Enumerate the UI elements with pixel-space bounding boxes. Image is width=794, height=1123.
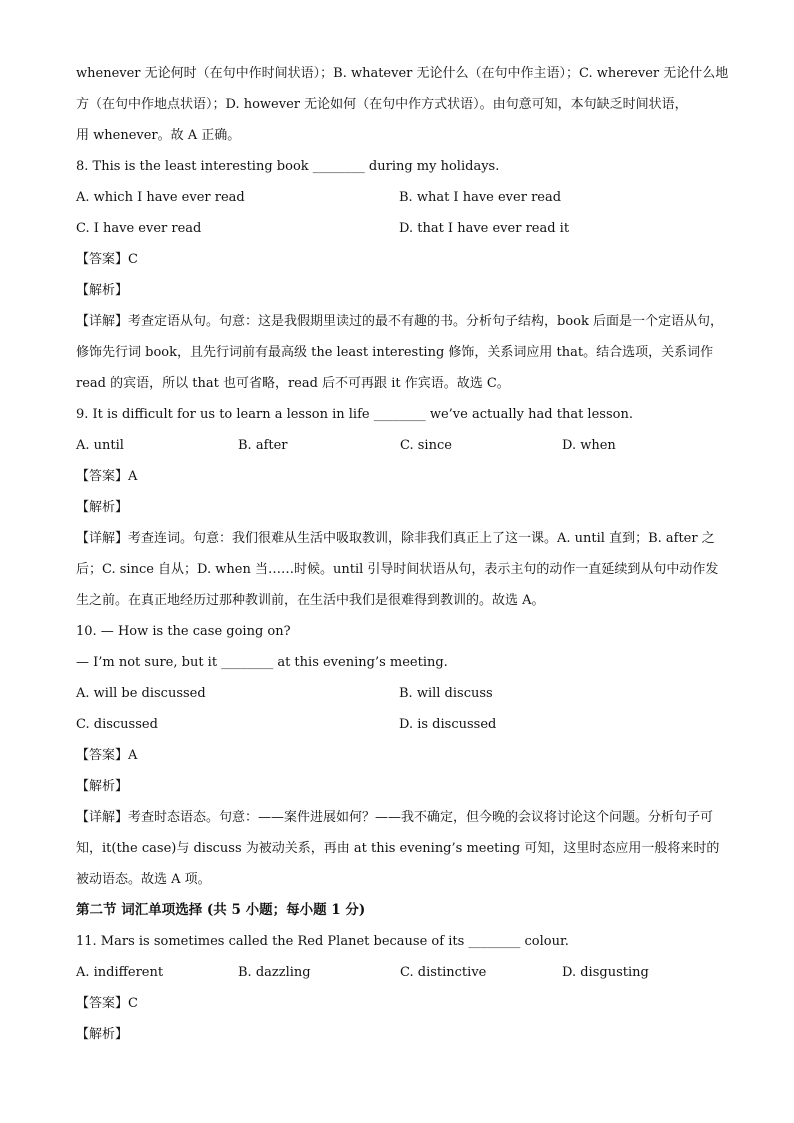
question-11-answer: 【答案】C — [76, 996, 138, 1011]
document-page — [76, 58, 729, 1050]
question-11-stem: 11. Mars is sometimes called the Red Planet because of its ________ colour. — [76, 934, 569, 949]
question-8-analysis-label: 【解析】 — [76, 283, 129, 298]
question-10-stem: 10. — How is the case going on? — [76, 624, 291, 639]
question-8-options-row-2 — [76, 213, 726, 244]
question-11-analysis-label: 【解析】 — [76, 1027, 129, 1042]
question-10-option-b: B. will discuss — [399, 686, 493, 701]
question-9-option-b: B. after — [238, 438, 288, 453]
q7-explanation-line-1: whenever 无论何时（在句中作时间状语）；B. whatever 无论什么（在句中作主语）；C. wherever 无论什么地 — [76, 66, 729, 81]
question-11-option-c: C. distinctive — [400, 965, 487, 980]
question-8-options-row-1 — [76, 182, 726, 213]
question-9-stem: 9. It is difficult for us to learn a lesson in life ________ we’ve actually had that lesson. — [76, 407, 633, 422]
q7-explanation-line-2: 方（在句中作地点状语）；D. however 无论如何（在句中作方式状语）。由句意可知，本句缺乏时间状语， — [76, 97, 688, 112]
question-10-answer: 【答案】A — [76, 748, 138, 763]
question-9-option-c: C. since — [400, 438, 452, 453]
question-10-detail: 【详解】考查时态语态。句意：——案件进展如何？——我不确定，但今晚的会议将讨论这个问题。分析句子可知，it(the case)与 discuss 为被动关系，再由 at this evening’s meeting 可知，这里时态应用一般将来时的被动语态。故选 A 项。 — [76, 810, 720, 887]
question-10-options-row-2 — [76, 709, 726, 740]
question-8-stem: 8. This is the least interesting book ________ during my holidays. — [76, 159, 500, 174]
question-10-analysis-label: 【解析】 — [76, 779, 129, 794]
question-9-analysis-label: 【解析】 — [76, 500, 129, 515]
question-8-option-b: B. what I have ever read — [399, 190, 562, 205]
question-8-option-c: C. I have ever read — [76, 221, 202, 236]
question-9-option-d: D. when — [562, 438, 616, 453]
question-8-option-a: A. which I have ever read — [76, 190, 245, 205]
question-8-answer: 【答案】C — [76, 252, 138, 267]
question-8-detail: 【详解】考查定语从句。句意：这是我假期里读过的最不有趣的书。分析句子结构，book 后面是一个定语从句，修饰先行词 book，且先行词前有最高级 the least interesting 修饰，关系词应用 that。结合选项，关系词作 read 的宾语，所以 that 也可省略，read 后不可再跟 it 作宾语。故选 C。 — [76, 314, 723, 391]
question-9-answer: 【答案】A — [76, 469, 138, 484]
q7-explanation-line-3: 用 whenever。故 A 正确。 — [76, 128, 241, 143]
question-9-detail: 【详解】考查连词。句意：我们很难从生活中吸取教训，除非我们真正上了这一课。A. until 直到；B. after 之后；C. since 自从；D. when 当……时候。until 引导时间状语从句，表示主句的动作一直延续到从句中动作发生之前。在真正地经历过那种教训前，在生活中我们是很难得到教训的。故选 A。 — [76, 531, 719, 608]
question-11-option-a: A. indifferent — [76, 965, 164, 980]
question-8-option-d: D. that I have ever read it — [399, 221, 570, 236]
section-2-heading: 第二节 词汇单项选择 (共 5 小题；每小题 1 分) — [76, 902, 366, 918]
question-11-options-row — [76, 957, 726, 988]
question-11-option-d: D. disgusting — [562, 965, 649, 980]
question-10-option-c: C. discussed — [76, 717, 158, 732]
question-10-option-d: D. is discussed — [399, 717, 497, 732]
question-11-option-b: B. dazzling — [238, 965, 311, 980]
question-9-options-row — [76, 430, 726, 461]
question-10-stem-reply: — I’m not sure, but it ________ at this evening’s meeting. — [76, 655, 448, 670]
question-10-option-a: A. will be discussed — [76, 686, 206, 701]
question-9-option-a: A. until — [76, 438, 124, 453]
question-10-options-row-1 — [76, 678, 726, 709]
